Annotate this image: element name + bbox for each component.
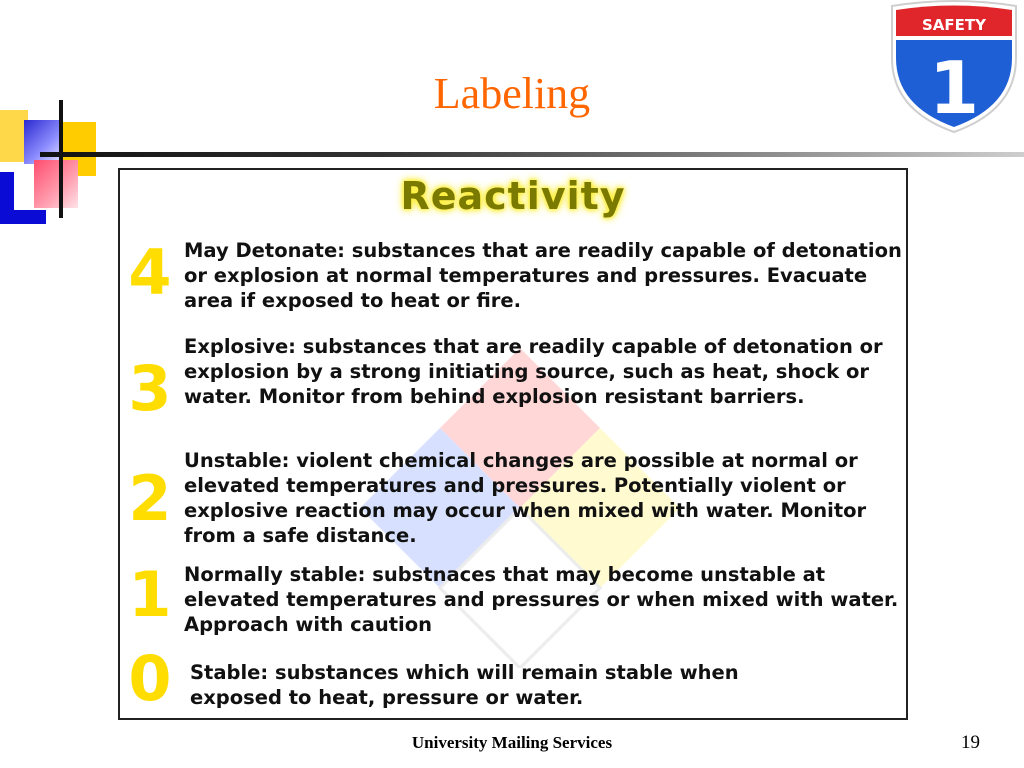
rating-description: Stable: substances which will remain stable when exposed to heat, pressure or water.: [190, 661, 739, 709]
footer-text: University Mailing Services: [411, 733, 613, 752]
decor-blue-square: [24, 120, 62, 164]
rating-description: Unstable: violent chemical changes are possible at normal or elevated temperatures and pressures. Potentially violent or explosive reaction may occur when mixed with water. Monitor from a safe distance.: [184, 449, 867, 547]
sign-label: SAFETY: [922, 16, 986, 34]
sign-number: 1: [928, 46, 980, 130]
rating-description: Explosive: substances that are readily capable of detonation or explosion by a strong initiating source, such as heat, shock or water. Monitor from behind explosion resistant barriers.: [184, 335, 883, 408]
rating-number: 3: [128, 352, 172, 425]
reactivity-panel: [118, 168, 908, 720]
rating-description: May Detonate: substances that are readily capable of detonation or explosion at normal temperatures and pressures. Evacuate area if exposed to heat or fire.: [184, 239, 902, 312]
decor-pink-square: [34, 160, 78, 208]
rating-description: Normally stable: substnaces that may become unstable at elevated temperatures and pressures or when mixed with water. Approach with caution: [184, 563, 899, 636]
rating-number: 1: [128, 558, 172, 631]
panel-title: Reactivity: [400, 174, 626, 218]
slide-title: Labeling: [433, 69, 591, 118]
page-number: 19: [961, 732, 980, 753]
rating-number: 2: [128, 462, 172, 535]
safety-shield-icon: [884, 0, 1024, 134]
title-underline: [40, 152, 1024, 157]
rating-number: 0: [128, 642, 172, 715]
rating-number: 4: [128, 236, 172, 309]
